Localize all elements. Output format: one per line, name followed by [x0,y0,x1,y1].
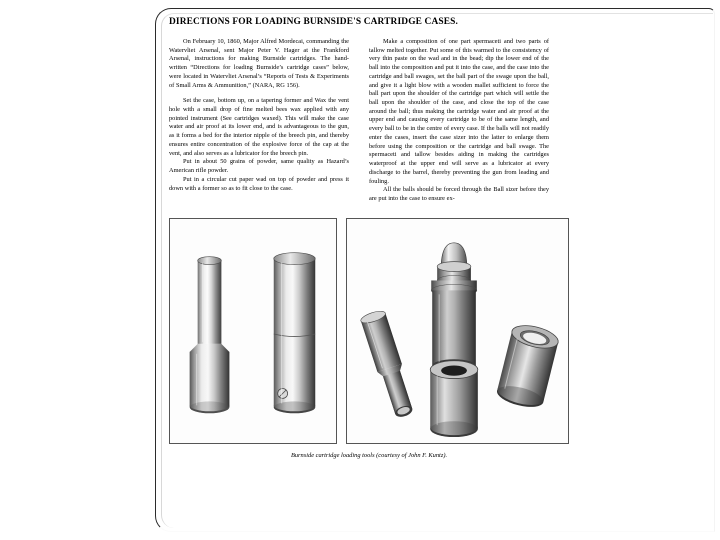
paragraph: All the balls should be forced through the Ball sizer before they are put into the case to ensure ex- [369,186,549,202]
figure-row [169,218,569,444]
page-content [169,16,569,526]
paragraph: Set the case, bottom up, on a tapering former and Wax the vent hole with a small drop of fine melted bees wax applied with any pointed instrument (See cartridges waxed). This will make the case water and air proof at its lower end, and is advantageous to the gun, as it forms a bed for the interior nipple of the breech pin, and thereby ensures entire concentration of the explosive force of the cap at the vent, and also serves as a lubricator for the breech pin. [169,97,349,157]
case-sizer-ring [430,360,478,436]
photo-left-two-cylindrical-tools [169,218,337,444]
photo-right-loading-tools [346,218,569,444]
page-title: DIRECTIONS FOR LOADING BURNSIDE'S CARTRIDGE CASES. [169,17,458,27]
paragraph: Put in a circular cut paper wad on top of powder and press it down with a former so as to fit close to the case. [169,175,349,192]
paragraph: Make a composition of one part spermaceti and two parts of tallow melted together. Put some of this warmed to the consistency of very thin paste on the wad and in the bead; dip the lower end of the ball into the composition and put it into the case, and the case into the cartridge and ball swages, set the ball part of the swage upon the ball, and give it a light blow with a wooden mallet sufficient to force the ball part upon the shoulder of the cartridge part which will settle the ball upon the shoulder of the case, and close the top of the case around the ball; thus making the cartridge water and air proof at the upper end and causing every cartridge to be of the same length, and every ball to be in the centre of every case. If the balls will not readily enter the cases, insert the case sizer into the latter to enlarge them before using the composition or the cartridge and ball swage. The spermaceti and tallow besides aiding in making the cartridges waterproof at the upper end will serve as a lubricator at every discharge to the barrel, thereby preventing the gun from leading and fouling. [369,38,549,185]
paragraph: On February 10, 1860, Major Alfred Mordecai, commanding the Watervliet Arsenal, sent Major Peter V. Hager at the Frankford Arsenal, instructions for making Burnside cartridges. The hand-written “Directions for loading Burnside’s cartridge cases” below, were located in Watervliet Arsenal’s “Reports of Tests & Experiments of Small Arms & Ammunition,” (NARA, RG 156). [169,38,349,89]
text-column-left [169,38,349,193]
text-column-right [369,38,549,204]
cartridge-swage-body [274,252,316,413]
photo-left-illustration [170,219,336,443]
figure-caption: Burnside cartridge loading tools (courtesy of John F. Kuntz). [290,451,448,459]
paragraph: Put in about 50 grains of powder, same quality as Hazard’s American rifle powder. [169,158,349,175]
photo-right-illustration [347,219,568,443]
two-column-text-body [169,38,569,204]
